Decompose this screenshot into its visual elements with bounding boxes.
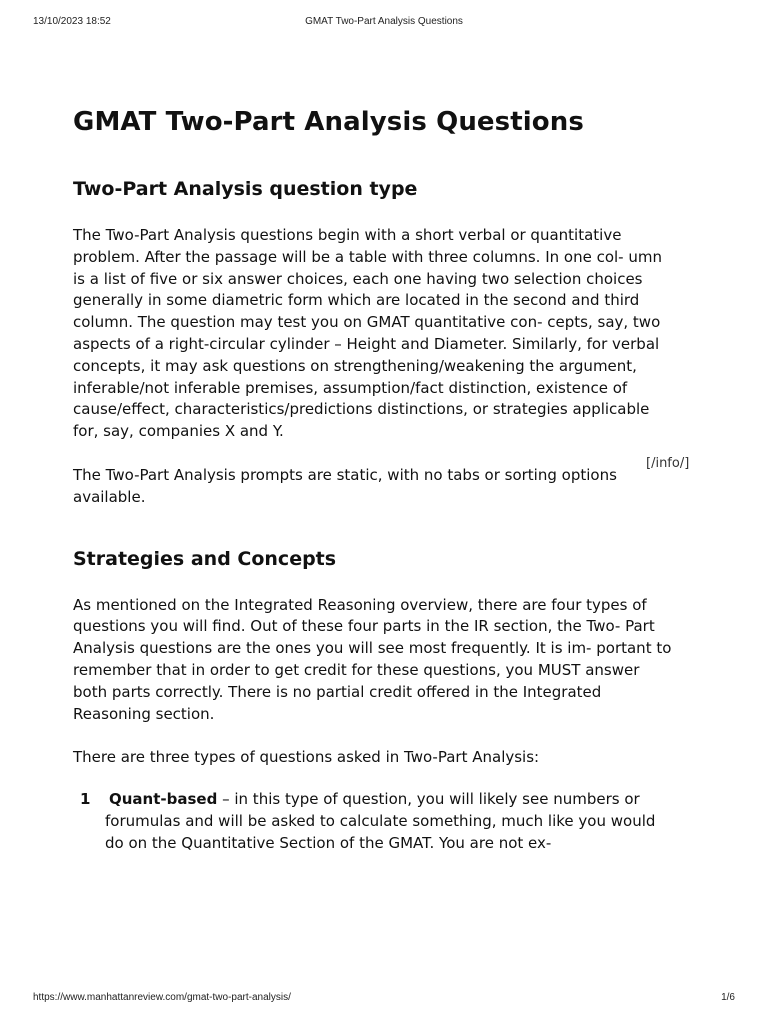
list-item-text: – in this type of question, you will likely see numbers or forumulas and will be asked to calculate something, much like you would do on the Quantitative Section of the GMAT. You are not ex- bbox=[105, 790, 656, 852]
question-types-list bbox=[73, 789, 673, 854]
print-header bbox=[33, 16, 735, 30]
print-footer bbox=[33, 992, 735, 1006]
paragraph-intro: The Two-Part Analysis questions begin with a short verbal or quantitative problem. After the passage will be a table with three columns. In one col- umn is a list of five or six answer choices, each one having two selection choices generally in some diametric form which are located in the second and third column. The question may test you on GMAT quantitative con- cepts, say, two aspects of a right-circular cylinder – Height and Diameter. Similarly, for verbal concepts, it may ask questions on strengthening/weakening the argument, inferable/not inferable premises, assumption/fact distinction, existence of cause/effect, characteristics/predictions distinctions, or strategies applicable for, say, companies X and Y. bbox=[73, 226, 662, 441]
list-item-number: 1 bbox=[80, 790, 91, 809]
paragraph-overview: As mentioned on the Integrated Reasoning overview, there are four types of questions you will find. Out of these four parts in the IR section, the Two- Part Analysis questions are the ones you will see most frequently. It is im- portant to remember that in order to get credit for these questions, you MUST answer both parts correctly. There is no partial credit offered in the Integrated Reasoning section. bbox=[73, 595, 672, 723]
info-tag: [/info/] bbox=[646, 455, 690, 471]
section-heading-strategies: Strategies and Concepts bbox=[73, 547, 337, 570]
list-item bbox=[73, 789, 673, 854]
paragraph-types-intro: There are three types of questions asked in Two-Part Analysis: bbox=[73, 748, 540, 767]
page-title: GMAT Two-Part Analysis Questions bbox=[73, 107, 584, 137]
paragraph-prompts: The Two-Part Analysis prompts are static, with no tabs or sorting options available. bbox=[73, 465, 617, 506]
section-heading-question-type: Two-Part Analysis question type bbox=[73, 178, 418, 200]
article bbox=[73, 100, 690, 855]
page-number: 1/6 bbox=[721, 992, 735, 1003]
print-datetime: 13/10/2023 18:52 bbox=[33, 16, 111, 27]
print-url: https://www.manhattanreview.com/gmat-two-part-analysis/ bbox=[33, 992, 291, 1003]
paragraph-prompts-wrapper bbox=[73, 455, 690, 509]
list-item-term: Quant-based bbox=[109, 790, 218, 809]
print-title: GMAT Two-Part Analysis Questions bbox=[305, 16, 463, 27]
